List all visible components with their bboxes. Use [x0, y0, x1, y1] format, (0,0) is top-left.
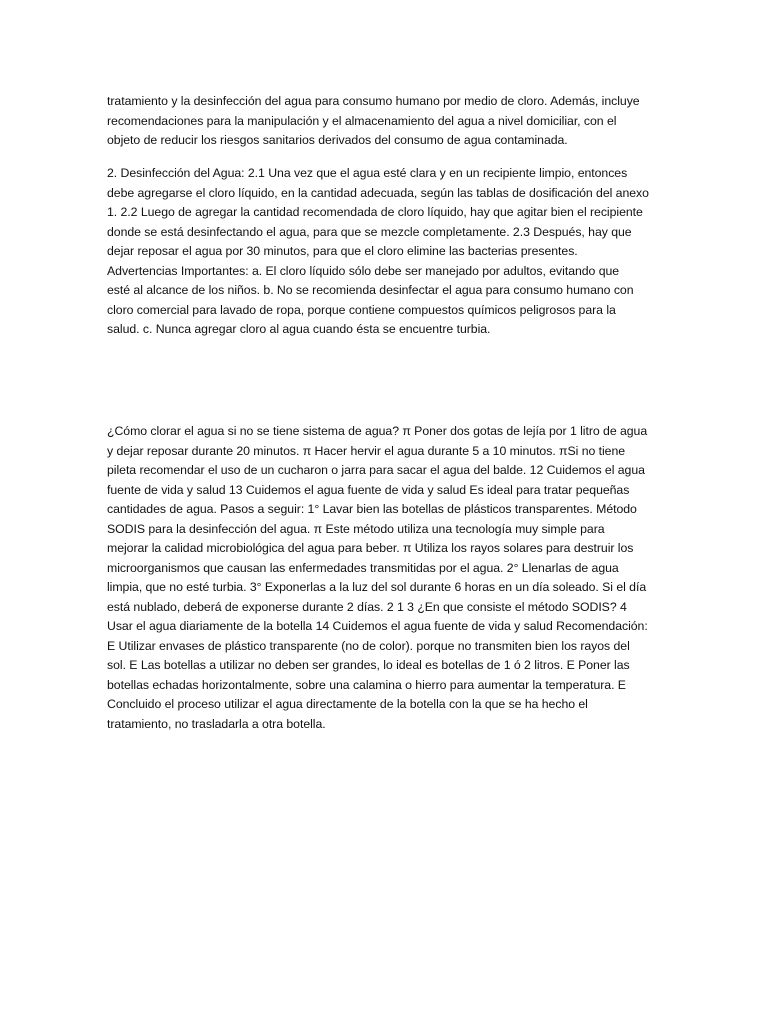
text-line: debe agregarse el cloro líquido, en la cantidad adecuada, según las tablas de dosificación del anexo	[107, 185, 649, 200]
text-line: está nublado, deberá de exponerse durante 2 días. 2 1 3 ¿En que consiste el método SODIS? 4	[107, 599, 627, 614]
text-line: botellas echadas horizontalmente, sobre una calamina o hierro para aumentar la temperatura. E	[107, 677, 626, 692]
text-line: Concluido el proceso utilizar el agua directamente de la botella con la que se ha hecho el	[107, 697, 588, 711]
text-line: pileta recomendar el uso de un cucharon o jarra para sacar el agua del balde. 12 Cuidemos el agua	[107, 463, 645, 477]
text-line: recomendaciones para la manipulación y el almacenamiento del agua a nivel domiciliar, con el	[107, 113, 617, 128]
text-line: 2. Desinfección del Agua: 2.1 Una vez que el agua esté clara y en un recipiente limpio, entonces	[107, 166, 628, 180]
text-line: cloro comercial para lavado de ropa, porque contiene compuestos químicos peligrosos para la	[107, 302, 616, 317]
text-line: tratamiento, no trasladarla a otra botella.	[107, 716, 326, 731]
text-line: microorganismos que causan las enfermedades transmitidas por el agua. 2° Llenarlas de agua	[107, 560, 619, 575]
text-line: dejar reposar el agua por 30 minutos, para que el cloro elimine las bacterias presentes.	[107, 244, 578, 258]
text-line: y dejar reposar durante 20 minutos. π Hacer hervir el agua durante 5 a 10 minutos. πSi no tiene	[107, 443, 626, 458]
text-line: Advertencias Importantes: a. El cloro líquido sólo debe ser manejado por adultos, evitando que	[107, 263, 620, 278]
text-line: sol. E Las botellas a utilizar no deben ser grandes, lo ideal es botellas de 1 ó 2 litros. E Poner las	[107, 658, 630, 672]
text-line: donde se está desinfectando el agua, para que se mezcle completamente. 2.3 Después, hay que	[107, 224, 632, 239]
text-line: E Utilizar envases de plástico transparente (no de color). porque no transmiten bien los rayos del	[107, 638, 630, 653]
text-line: 1. 2.2 Luego de agregar la cantidad recomendada de cloro líquido, hay que agitar bien el recipiente	[107, 205, 643, 219]
paragraph-intro	[107, 92, 667, 151]
text-line: salud. c. Nunca agregar cloro al agua cuando ésta se encuentre turbia.	[107, 322, 491, 336]
text-line: Usar el agua diariamente de la botella 14 Cuidemos el agua fuente de vida y salud Recomendación:	[107, 619, 648, 633]
text-line: tratamiento y la desinfección del agua para consumo humano por medio de cloro. Además, incluye	[107, 94, 640, 108]
text-line: SODIS para la desinfección del agua. π Este método utiliza una tecnología muy simple para	[107, 521, 605, 536]
text-line: fuente de vida y salud 13 Cuidemos el agua fuente de vida y salud Es ideal para tratar pequeñas	[107, 482, 630, 497]
text-line: objeto de reducir los riesgos sanitarios derivados del consumo de agua contaminada.	[107, 133, 568, 147]
text-line: mejorar la calidad microbiológica del agua para beber. π Utiliza los rayos solares para destruir los	[107, 541, 634, 555]
paragraph-desinfeccion	[107, 164, 667, 340]
text-line: esté al alcance de los niños. b. No se recomienda desinfectar el agua para consumo humano con	[107, 283, 634, 297]
paragraph-sodis	[107, 422, 667, 734]
text-line: ¿Cómo clorar el agua si no se tiene sistema de agua? π Poner dos gotas de lejía por 1 litro de agua	[107, 424, 648, 438]
text-line: cantidades de agua. Pasos a seguir: 1° Lavar bien las botellas de plásticos transparentes. Método	[107, 502, 637, 516]
text-line: limpia, que no esté turbia. 3° Exponerlas a la luz del sol durante 6 horas en un día soleado. Si el día	[107, 580, 647, 594]
